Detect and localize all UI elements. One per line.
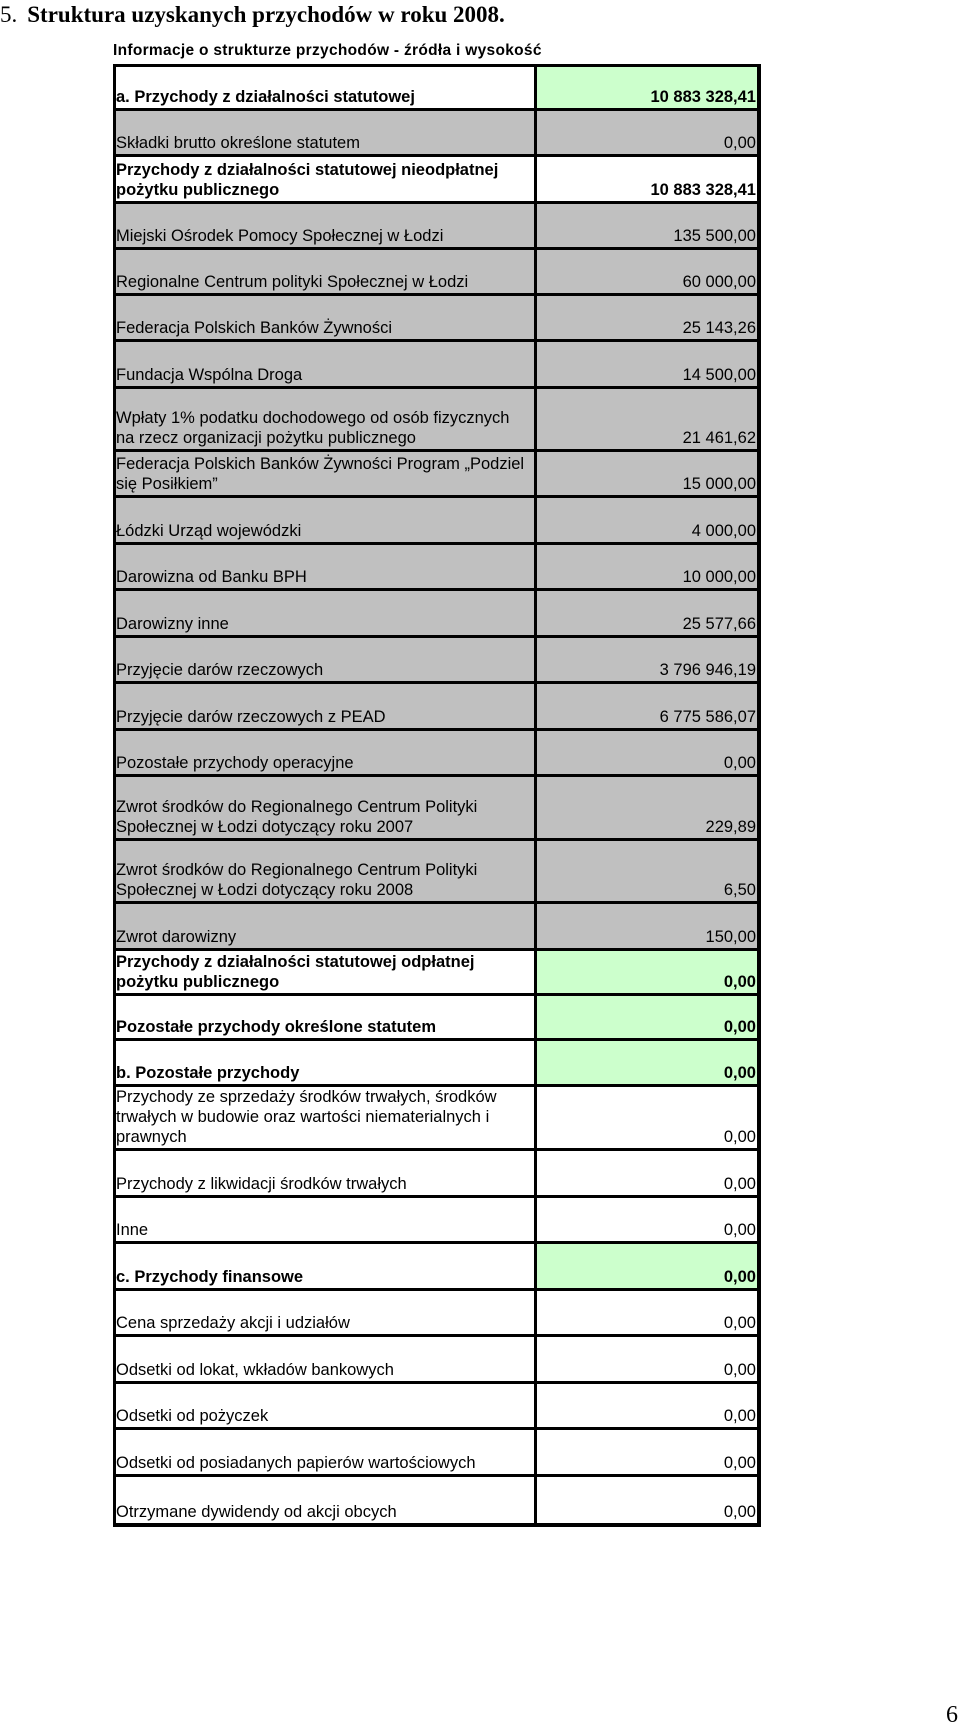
row-value-text: 0,00 xyxy=(723,1128,756,1146)
row-value xyxy=(537,1198,757,1244)
row-value-text: 0,00 xyxy=(723,973,756,991)
table-row xyxy=(116,996,757,1041)
table-row xyxy=(116,1198,757,1244)
row-label xyxy=(116,250,537,296)
row-value-text: 0,00 xyxy=(723,134,756,152)
row-value xyxy=(537,1244,757,1291)
row-label-text: Miejski Ośrodek Pomocy Społecznej w Łodzi xyxy=(116,227,444,245)
row-value-text: 25 143,26 xyxy=(682,319,756,337)
row-value-text: 229,89 xyxy=(705,818,756,836)
row-value xyxy=(537,904,757,951)
row-value xyxy=(537,1337,757,1384)
row-value xyxy=(537,545,757,591)
row-label-text: Pozostałe przychody określone statutem xyxy=(116,1018,437,1036)
table-row xyxy=(116,342,757,389)
row-value-text: 0,00 xyxy=(723,1175,756,1193)
row-label xyxy=(116,389,537,452)
row-value-text: 0,00 xyxy=(723,1268,756,1286)
row-label xyxy=(116,684,537,731)
row-label-text: Inne xyxy=(116,1221,149,1239)
row-label-text: Regionalne Centrum polityki Społecznej w Łodzi xyxy=(116,273,469,291)
row-value xyxy=(537,204,757,250)
row-label xyxy=(116,1244,537,1291)
row-label-text: Odsetki od posiadanych papierów wartościowych xyxy=(116,1454,476,1472)
row-label xyxy=(116,904,537,951)
row-value-text: 15 000,00 xyxy=(682,475,756,493)
row-label-text: Zwrot darowizny xyxy=(116,928,237,946)
row-value-text: 3 796 946,19 xyxy=(659,661,756,679)
row-label-text: c. Przychody finansowe xyxy=(116,1268,304,1286)
row-label xyxy=(116,996,537,1041)
table-row xyxy=(116,67,757,111)
row-label-text: Darowizna od Banku BPH xyxy=(116,568,307,586)
row-label xyxy=(116,1477,537,1523)
row-value-text: 0,00 xyxy=(723,1018,756,1036)
row-value-text: 21 461,62 xyxy=(682,429,756,447)
row-value-text: 135 500,00 xyxy=(673,227,756,245)
row-label-text: Odsetki od lokat, wkładów bankowych xyxy=(116,1361,394,1379)
row-label xyxy=(116,1041,537,1087)
row-label xyxy=(116,498,537,545)
row-value-text: 14 500,00 xyxy=(682,366,756,384)
row-value xyxy=(537,1384,757,1430)
row-value xyxy=(537,1291,757,1337)
row-label xyxy=(116,1384,537,1430)
row-value xyxy=(537,731,757,777)
row-value-text: 4 000,00 xyxy=(691,522,756,540)
table-row xyxy=(116,1151,757,1198)
row-label-text: Darowizny inne xyxy=(116,615,229,633)
row-label xyxy=(116,157,537,204)
table-row xyxy=(116,1291,757,1337)
row-label-text: Przychody z działalności statutowej odpłatnej pożytku publicznego xyxy=(116,953,475,991)
table-subtitle: Informacje o strukturze przychodów - źródła i wysokość xyxy=(113,42,542,59)
row-value-text: 25 577,66 xyxy=(682,615,756,633)
row-value xyxy=(537,841,757,904)
row-label-text: Przyjęcie darów rzeczowych z PEAD xyxy=(116,708,386,726)
row-value-text: 0,00 xyxy=(723,1314,756,1332)
row-value xyxy=(537,1087,757,1151)
row-value-text: 0,00 xyxy=(723,754,756,772)
table-row xyxy=(116,1244,757,1291)
row-label xyxy=(116,638,537,684)
row-value-text: 6 775 586,07 xyxy=(659,708,756,726)
row-value-text: 60 000,00 xyxy=(682,273,756,291)
table-row xyxy=(116,1087,757,1151)
table-row xyxy=(116,638,757,684)
table-row xyxy=(116,204,757,250)
row-label-text: Cena sprzedaży akcji i udziałów xyxy=(116,1314,350,1332)
row-label xyxy=(116,1198,537,1244)
row-value-text: 6,50 xyxy=(723,881,756,899)
row-value xyxy=(537,684,757,731)
row-label-text: Wpłaty 1% podatku dochodowego od osób fizycznych na rzecz organizacji pożytku publicznego xyxy=(116,409,510,447)
row-value xyxy=(537,638,757,684)
row-label xyxy=(116,1087,537,1151)
revenue-table xyxy=(113,64,761,1527)
row-value-text: 150,00 xyxy=(705,928,756,946)
row-value xyxy=(537,342,757,389)
row-value-text: 0,00 xyxy=(723,1503,756,1521)
row-value xyxy=(537,111,757,157)
row-value xyxy=(537,591,757,638)
section-number: 5. xyxy=(0,2,18,27)
row-value-text: 10 883 328,41 xyxy=(650,88,756,106)
row-value xyxy=(537,296,757,342)
table-row xyxy=(116,389,757,452)
table-row xyxy=(116,250,757,296)
table-row xyxy=(116,731,757,777)
row-label xyxy=(116,545,537,591)
table-row xyxy=(116,1041,757,1087)
row-value xyxy=(537,777,757,841)
row-value xyxy=(537,250,757,296)
table-row xyxy=(116,684,757,731)
row-value-text: 0,00 xyxy=(723,1407,756,1425)
row-label xyxy=(116,111,537,157)
row-value xyxy=(537,498,757,545)
row-value-text: 0,00 xyxy=(723,1064,756,1082)
row-label-text: Przychody z działalności statutowej nieodpłatnej pożytku publicznego xyxy=(116,161,499,199)
row-label-text: Przyjęcie darów rzeczowych xyxy=(116,661,324,679)
row-value xyxy=(537,1151,757,1198)
row-value-text: 10 000,00 xyxy=(682,568,756,586)
table-row xyxy=(116,951,757,996)
table-row xyxy=(116,111,757,157)
row-label-text: Łódzki Urząd wojewódzki xyxy=(116,522,302,540)
table-row xyxy=(116,591,757,638)
table-row xyxy=(116,1384,757,1430)
row-label xyxy=(116,296,537,342)
row-label-text: Otrzymane dywidendy od akcji obcych xyxy=(116,1503,397,1521)
row-label-text: Pozostałe przychody operacyjne xyxy=(116,754,354,772)
row-label xyxy=(116,452,537,498)
table-row xyxy=(116,545,757,591)
row-value xyxy=(537,1477,757,1523)
table-row xyxy=(116,452,757,498)
row-label xyxy=(116,951,537,996)
row-label xyxy=(116,591,537,638)
row-label xyxy=(116,777,537,841)
row-value-text: 10 883 328,41 xyxy=(650,181,756,199)
row-label xyxy=(116,1337,537,1384)
row-label-text: Zwrot środków do Regionalnego Centrum Polityki Społecznej w Łodzi dotyczący roku 2007 xyxy=(116,798,478,836)
table-row xyxy=(116,777,757,841)
row-label-text: b. Pozostałe przychody xyxy=(116,1064,300,1082)
row-label-text: Odsetki od pożyczek xyxy=(116,1407,269,1425)
row-value xyxy=(537,157,757,204)
table-row xyxy=(116,296,757,342)
row-label xyxy=(116,204,537,250)
row-label-text: Zwrot środków do Regionalnego Centrum Polityki Społecznej w Łodzi dotyczący roku 2008 xyxy=(116,861,478,899)
row-label xyxy=(116,1151,537,1198)
row-value-text: 0,00 xyxy=(723,1361,756,1379)
row-label xyxy=(116,1291,537,1337)
table-row xyxy=(116,1477,757,1523)
row-label-text: Składki brutto określone statutem xyxy=(116,134,360,152)
row-label xyxy=(116,67,537,111)
table-row xyxy=(116,1337,757,1384)
row-label-text: Przychody ze sprzedaży środków trwałych, środków trwałych w budowie oraz wartości niematerialnych i prawnych xyxy=(116,1088,497,1146)
row-value-text: 0,00 xyxy=(723,1221,756,1239)
page-number: 6 xyxy=(946,1702,958,1728)
table-row xyxy=(116,157,757,204)
row-label-text: Przychody z likwidacji środków trwałych xyxy=(116,1175,407,1193)
row-value-text: 0,00 xyxy=(723,1454,756,1472)
row-label xyxy=(116,342,537,389)
row-value xyxy=(537,389,757,452)
table-row xyxy=(116,1430,757,1477)
row-label-text: Fundacja Wspólna Droga xyxy=(116,366,303,384)
row-label xyxy=(116,1430,537,1477)
section-title: Struktura uzyskanych przychodów w roku 2008. xyxy=(27,2,505,27)
row-label xyxy=(116,841,537,904)
section-heading xyxy=(0,2,505,28)
table-row xyxy=(116,498,757,545)
row-value xyxy=(537,1041,757,1087)
table-row xyxy=(116,841,757,904)
row-value xyxy=(537,951,757,996)
row-value xyxy=(537,452,757,498)
row-label-text: Federacja Polskich Banków Żywności Program „Podziel się Posiłkiem” xyxy=(116,455,525,493)
row-value xyxy=(537,1430,757,1477)
table-row xyxy=(116,904,757,951)
row-label-text: a. Przychody z działalności statutowej xyxy=(116,88,415,106)
row-label xyxy=(116,731,537,777)
row-label-text: Federacja Polskich Banków Żywności xyxy=(116,319,393,337)
row-value xyxy=(537,67,757,111)
row-value xyxy=(537,996,757,1041)
